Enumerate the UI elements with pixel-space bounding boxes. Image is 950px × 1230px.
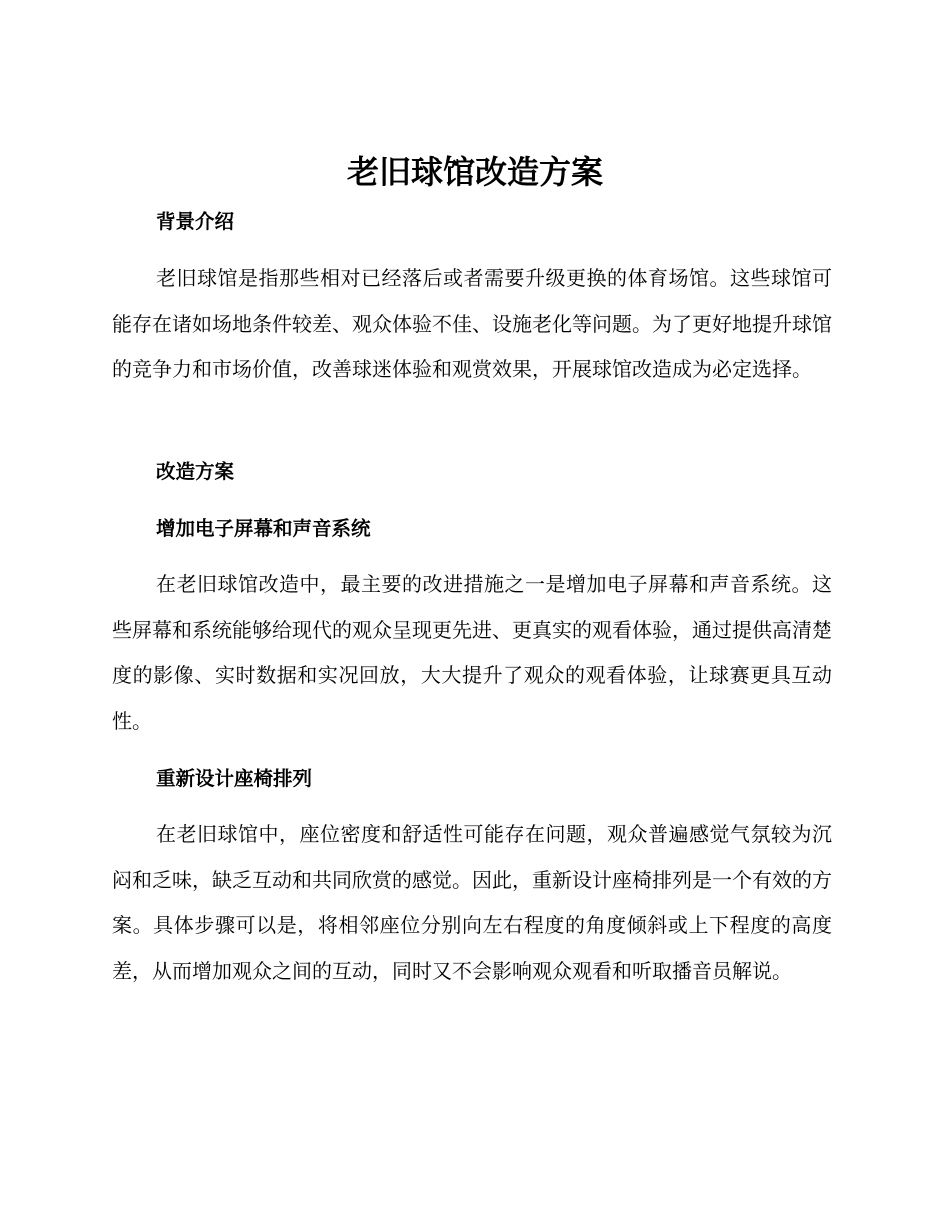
section-heading-seating: 重新设计座椅排列 (156, 767, 313, 790)
paragraph-screens-audio: 在老旧球馆改造中，最主要的改进措施之一是增加电子屏幕和声音系统。这些屏幕和系统能够给现代的观众呈现更先进、更真实的观看体验，通过提供高清楚度的影像、实时数据和实况回放，大大提升了观众的观看体验，让球赛更具互动性。 (112, 572, 832, 733)
document-title: 老旧球馆改造方案 (346, 153, 603, 191)
section-heading-plan: 改造方案 (156, 460, 235, 483)
section-heading-screens-audio: 增加电子屏幕和声音系统 (156, 517, 371, 540)
paragraph-seating: 在老旧球馆中，座位密度和舒适性可能存在问题，观众普遍感觉气氛较为沉闷和乏味，缺乏互动和共同欣赏的感觉。因此，重新设计座椅排列是一个有效的方案。具体步骤可以是，将相邻座位分别向左右程度的角度倾斜或上下程度的高度差，从而增加观众之间的互动，同时又不会影响观众观看和听取播音员解说。 (112, 822, 832, 983)
paragraph-background: 老旧球馆是指那些相对已经落后或者需要升级更换的体育场馆。这些球馆可能存在诸如场地条件较差、观众体验不佳、设施老化等问题。为了更好地提升球馆的竞争力和市场价值，改善球迷体验和观赏效果，开展球馆改造成为必定选择。 (112, 266, 832, 381)
section-heading-background: 背景介绍 (156, 210, 235, 233)
